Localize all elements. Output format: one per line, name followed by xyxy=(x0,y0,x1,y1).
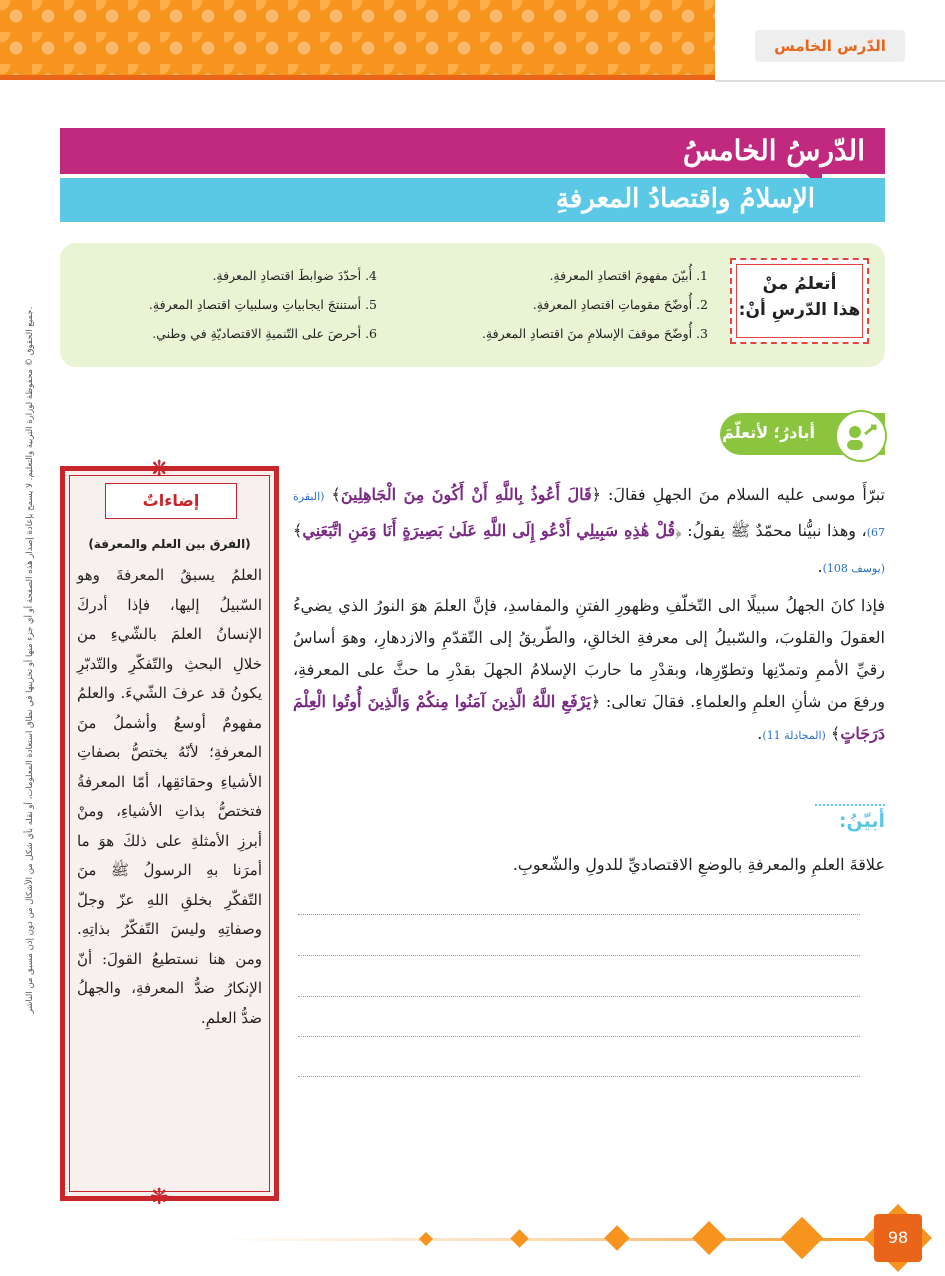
quran-verse: يَرْفَعِ اللَّهُ الَّذِينَ آمَنُوا مِنكُمْ وَالَّذِينَ أُوتُوا الْعِلْمَ دَرَجَاتٍ xyxy=(293,692,885,743)
verse-reference: (المجادلة 11) xyxy=(762,729,826,742)
objective-item: 6. أحرصَ على التّنميةِ الاقتصاديّةِ في وطني. xyxy=(152,326,377,341)
answer-line[interactable] xyxy=(298,1036,860,1037)
ornament-icon: ❋ xyxy=(150,1185,169,1210)
insights-body: العلمُ يسبقُ المعرفةَ وهو السّبيلُ إليها، فإذا أدركَ الإنسانُ العلمَ بالشّيءِ من خلالِ البحثِ والتّفكّرِ والتّدبّرِ يكونُ قد عرفَ الشّيءَ. والعلمُ مفهومٌ أوسعُ وأشملُ منَ المعرفةِ؛ لأنّهُ يختصُّ بصفاتِ الأشياءِ وحقائقِها، أمّا المعرفةُ فتختصُّ بذاتِ الأشياءِ، ومنْ أبرزِ الأمثلةِ على ذلكَ هوَ ما أمرَنا بهِ الرسولُ ﷺ منَ التّفكّرِ بخلقِ اللهِ عزّ وجلّ وصفاتِهِ وليسَ التّفكّرُ بذاتِهِ. ومن هنا نستطيعُ القولَ: أنّ الإنكارُ ضدُّ المعرفةِ، والجهلُ ضدُّ العلمِ. xyxy=(77,566,262,1027)
title-bar xyxy=(60,128,885,174)
objective-item: 1. أُبيّنَ مفهومَ اقتصادِ المعرفةِ. xyxy=(549,268,708,283)
activity-question: علاقةَ العلمِ والمعرفةِ بالوضعِ الاقتصاديِّ للدولِ والشّعوبِ. xyxy=(512,855,885,874)
objectives-col-1 xyxy=(482,261,708,348)
insights-title: إضاءاتٌ xyxy=(105,483,237,519)
footer-star-icon xyxy=(510,1229,528,1247)
objectives-heading-2: هذا الدّرسِ أنْ: xyxy=(738,300,861,320)
footer-star-icon xyxy=(781,1217,823,1259)
verse-reference: (البقرة 67) xyxy=(293,490,886,539)
section-label: أبادرُ؛ لأتعلّمَ xyxy=(720,413,885,455)
ornament-icon: ❋ xyxy=(150,457,169,482)
insights-box xyxy=(60,457,279,1210)
page-subtitle: الإسلامُ واقتصادُ المعرفةِ xyxy=(555,184,815,214)
answer-line[interactable] xyxy=(298,914,860,915)
subtitle-bar xyxy=(60,178,885,222)
insights-subtitle: (الفرق بين العلم والمعرفة) xyxy=(88,537,251,551)
answer-line[interactable] xyxy=(298,996,860,997)
objective-item: 3. أُوضّحَ موقفَ الإسلامِ منَ اقتصادِ المعرفةِ. xyxy=(481,326,708,341)
quran-verse: قَالَ أَعُوذُ بِاللَّهِ أَنْ أَكُونَ مِنَ الْجَاهِلِينَ xyxy=(340,485,592,504)
answer-line[interactable] xyxy=(298,1076,860,1077)
footer-star-icon xyxy=(692,1221,726,1255)
objectives-heading-box xyxy=(730,258,869,344)
people-icon xyxy=(835,410,887,462)
answer-line[interactable] xyxy=(298,955,860,956)
objectives-col-2 xyxy=(149,261,377,348)
copyright-note: جميع الحقوق © محفوظة لوزارة التربية والتعليم. لا يسمح بإعادة إصدار هذه الصفحة أو أي جزء منها أو تخزينها في نطاق استعادة المعلومات، أو نقله بأي شكل من الأشكال من دون إذن مسبق من الناشر. xyxy=(25,306,35,1014)
footer-star-icon xyxy=(604,1225,629,1250)
objective-item: 5. أستنتجَ ايجابياتِ وسلبياتِ اقتصادِ المعرفةِ. xyxy=(148,297,377,312)
objective-item: 4. أحدّدَ ضوابطَ اقتصادِ المعرفةِ. xyxy=(212,268,377,283)
lesson-tab: الدّرس الخامس xyxy=(755,30,905,62)
objectives-heading-1: أتعلمُ منْ xyxy=(762,274,837,294)
objective-item: 2. أُوضّحَ مقوماتِ اقتصادِ المعرفةِ. xyxy=(532,297,708,312)
page-number: 98 xyxy=(874,1214,922,1262)
quran-verse: قُلْ هَٰذِهِ سَبِيلِي أَدْعُو إِلَى اللَّهِ عَلَىٰ بَصِيرَةٍ أَنَا وَمَنِ اتَّبَعَنِي xyxy=(302,521,676,540)
verse-reference: (يوسف 108) xyxy=(822,562,885,575)
header-banner xyxy=(0,0,715,80)
page-title: الدّرسُ الخامسُ xyxy=(682,134,865,167)
activity-label: أبيّنُ: xyxy=(838,810,885,832)
footer-star-icon xyxy=(419,1232,433,1246)
paragraph-2: فإذا كانَ الجهلُ سبيلًا الى التّخلّفِ وظهورِ الفتنِ والمفاسدِ، فإنَّ العلمَ هوَ النورُ الذي يضيءُ العقولَ والقلوبَ، والسّبيلُ إلى معرفةِ الخالقِ، والطّريقُ إلى التّقدّمِ والازدهارِ، وهوَ أساسُ رقيِّ الأممِ وتمدّنِها وتطوّرِها، وبقدْرِ ما حاربَ الإسلامُ الجهلَ بقدْرِ ما حثَّ على المعرفةِ، ورفعَ من شأنِ العلمِ والعلماءِ. فقالَ تعالى: ﴿يَرْفَعِ اللَّهُ الَّذِينَ آمَنُوا مِنكُمْ وَالَّذِينَ أُوتُوا الْعِلْمَ دَرَجَاتٍ﴾ (المجادلة 11). xyxy=(293,596,885,743)
paragraph-1: تبرّأَ موسى عليه السلام منَ الجهلِ فقالَ: ﴿قَالَ أَعُوذُ بِاللَّهِ أَنْ أَكُونَ مِنَ الْجَاهِلِينَ﴾ (البقرة 67)، وهذا نبيُّنا محمّدٌ ﷺ يقولُ: ﴿قُلْ هَٰذِهِ سَبِيلِي أَدْعُو إِلَى اللَّهِ عَلَىٰ بَصِيرَةٍ أَنَا وَمَنِ اتَّبَعَنِي﴾ (يوسف 108). xyxy=(293,485,886,576)
